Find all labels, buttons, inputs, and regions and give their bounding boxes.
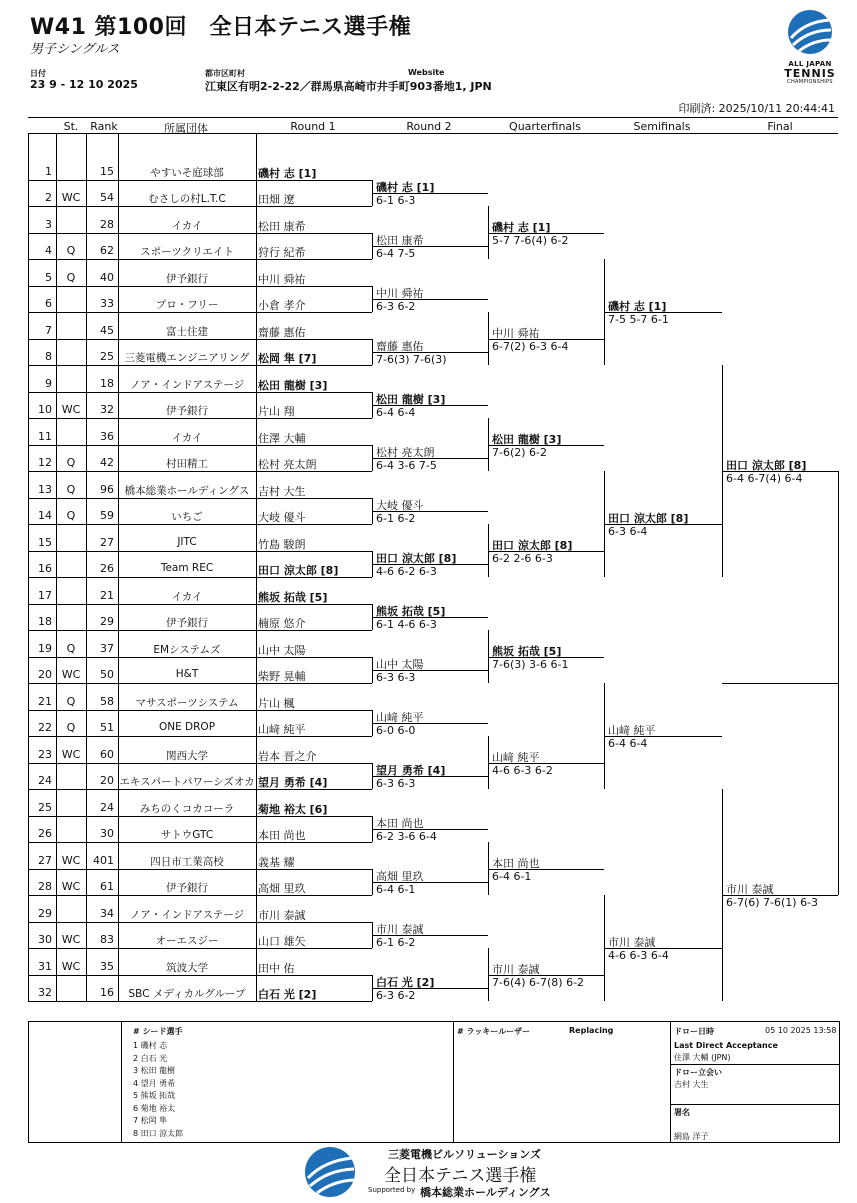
match-score: 5-7 7-6(4) 6-2: [492, 233, 569, 247]
match-winner: 磯村 志 [1]: [608, 300, 667, 313]
draw-position: 8: [45, 350, 52, 363]
witness-value: 吉村 大生: [674, 1080, 709, 1089]
seed-entry: 3 松田 龍樹: [133, 1066, 176, 1075]
col-status: St.: [63, 120, 79, 133]
row-line: [28, 895, 372, 896]
sponsor-supported-by: Supported by: [368, 1186, 416, 1194]
player-organization: 関西大学: [166, 749, 208, 762]
match-score: 6-7(6) 7-6(1) 6-3: [726, 896, 819, 909]
player-name: 松岡 隼 [7]: [258, 352, 317, 365]
row-line: [28, 975, 372, 976]
draw-position: 24: [38, 774, 52, 787]
player-name: 松田 龍樹 [3]: [258, 378, 328, 392]
draw-position: 32: [38, 986, 52, 999]
draw-position: 14: [38, 509, 52, 522]
draw-position: 12: [38, 456, 52, 469]
sponsor-line1: 三菱電機ビルソリューションズ: [388, 1148, 541, 1161]
match-winner: 田口 涼太郎 [8]: [726, 459, 807, 472]
sponsor-logo: [302, 1145, 358, 1203]
match-score: 6-3 6-2: [376, 299, 416, 313]
player-rank: 51: [100, 721, 114, 734]
match-winner: 磯村 志 [1]: [376, 180, 435, 194]
sponsor-line3: 橋本総業ホールディングス: [420, 1186, 551, 1199]
draw-position: 11: [38, 429, 52, 443]
row-line: [28, 736, 372, 737]
champion-line: [722, 683, 838, 684]
player-rank: 21: [100, 588, 114, 602]
draw-date-label: ドロー日時: [674, 1027, 714, 1036]
entry-status: WC: [61, 403, 81, 416]
player-organization: ノア・インドアステージ: [129, 378, 245, 391]
match-score: 7-6(3) 7-6(3): [376, 352, 447, 366]
match-score: 4-6 6-3 6-2: [492, 763, 553, 777]
footer-info-box: [28, 1021, 840, 1143]
player-organization: 富士住建: [166, 325, 208, 338]
match-score: 6-4 6-1: [492, 869, 532, 883]
draw-position: 30: [38, 933, 52, 946]
logo-line3: CHAMPIONSHIPS: [787, 79, 833, 85]
match-score: 6-1 6-2: [376, 935, 416, 949]
match-score: 6-1 6-3: [376, 193, 416, 207]
replacing-header: Replacing: [569, 1026, 614, 1035]
player-name: 市川 泰誠: [258, 908, 306, 922]
match-score: 7-6(2) 6-2: [492, 445, 548, 459]
draw-position: 17: [38, 588, 52, 602]
match-winner: 松田 龍樹 [3]: [376, 392, 446, 406]
match-winner: 本田 尚也: [376, 816, 424, 830]
draw-position: 21: [38, 694, 52, 708]
entry-status: Q: [66, 641, 76, 655]
player-organization: 伊予銀行: [166, 617, 208, 629]
entry-status: WC: [61, 880, 81, 893]
row-line: [28, 630, 372, 631]
table-divider: [256, 133, 257, 1001]
match-winner: 田口 涼太郎 [8]: [376, 551, 457, 565]
player-rank: 401: [93, 853, 114, 867]
row-line: [28, 445, 372, 446]
player-rank: 35: [100, 959, 114, 973]
draw-position: 26: [38, 827, 52, 840]
match-score: 6-4 6-1: [376, 882, 416, 896]
match-score: 6-2 3-6 6-4: [376, 829, 437, 843]
player-rank: 25: [100, 350, 114, 363]
draw-position: 3: [45, 217, 52, 231]
match-score: 6-1 4-6 6-3: [376, 617, 437, 631]
player-organization: イカイ: [171, 590, 203, 603]
seeds-header: # シード選手: [133, 1027, 183, 1036]
row-line: [28, 524, 372, 525]
signature-label: 署名: [674, 1108, 690, 1117]
match-score: 6-7(2) 6-3 6-4: [492, 339, 569, 353]
match-winner: 大岐 優斗: [376, 498, 424, 512]
player-organization: スポーツクリエイト: [140, 246, 234, 258]
player-organization: 橋本総業ホールディングス: [124, 484, 250, 497]
match-score: 6-4 6-7(4) 6-4: [726, 472, 803, 485]
player-name: 山口 雄矢: [258, 935, 306, 948]
player-rank: 61: [100, 880, 114, 893]
col-round1: Round 1: [290, 120, 336, 133]
logo-line2: TENNIS: [784, 67, 836, 80]
row-line: [28, 206, 372, 207]
row-line: [28, 869, 372, 870]
player-organization: 四日市工業高校: [150, 855, 224, 868]
player-name: 竹島 駿朗: [258, 537, 306, 551]
match-winner: 熊坂 拓哉 [5]: [492, 644, 562, 658]
player-organization: やすいそ庭球部: [150, 166, 224, 179]
draw-position: 20: [38, 668, 52, 681]
player-rank: 58: [100, 694, 114, 708]
player-organization: イカイ: [171, 431, 203, 444]
draw-position: 10: [38, 403, 52, 416]
match-score: 6-2 2-6 6-3: [492, 551, 553, 565]
match-score: 6-1 6-2: [376, 511, 416, 525]
draw-position: 7: [45, 323, 52, 337]
lucky-loser-header: # ラッキールーザー: [457, 1027, 531, 1036]
player-organization: Team REC: [160, 562, 214, 574]
player-name: 中川 舜祐: [258, 272, 306, 286]
witness-label: ドロー立会い: [674, 1068, 722, 1077]
player-organization: サトウGTC: [160, 829, 214, 841]
player-name: 大岐 優斗: [258, 511, 306, 524]
player-rank: 36: [100, 429, 114, 443]
player-organization: 三菱電機エンジニアリング: [124, 352, 250, 364]
row-line: [28, 180, 372, 181]
entry-status: Q: [66, 482, 76, 496]
player-organization: 伊予銀行: [166, 272, 208, 285]
match-winner: 山﨑 純平: [492, 750, 540, 764]
row-line: [28, 365, 372, 366]
match-winner: 市川 泰誠: [726, 883, 774, 896]
player-organization: むさしの村L.T.C: [148, 193, 226, 205]
player-name: 熊坂 拓哉 [5]: [258, 590, 328, 604]
match-winner: 中川 舜祐: [376, 286, 424, 300]
entry-status: WC: [61, 959, 81, 973]
player-name: 岩本 晋之介: [258, 749, 317, 763]
player-name: 望月 勇希 [4]: [258, 776, 328, 789]
player-organization: EMシステムズ: [153, 643, 221, 656]
player-organization: SBC メディカルグループ: [128, 988, 246, 1000]
entry-status: Q: [66, 456, 76, 469]
sponsor-line2: 全日本テニス選手権: [384, 1166, 537, 1186]
match-winner: 田口 涼太郎 [8]: [608, 512, 689, 525]
player-name: 山﨑 純平: [258, 723, 306, 736]
player-rank: 62: [100, 244, 114, 257]
draw-position: 9: [45, 376, 52, 390]
tennis-ball-logo-icon: [785, 8, 835, 56]
entry-status: WC: [61, 668, 81, 681]
match-score: 7-6(3) 3-6 6-1: [492, 657, 569, 671]
logo-line1: ALL JAPAN: [788, 60, 832, 68]
draw-position: 22: [38, 721, 52, 734]
location-label: 都市区町村: [205, 69, 245, 78]
match-winner: 熊坂 拓哉 [5]: [376, 604, 446, 618]
player-name: 片山 楓: [258, 696, 295, 710]
draw-position: 4: [45, 244, 52, 257]
match-winner: 中川 舜祐: [492, 326, 540, 340]
seed-entry: 6 菊地 裕太: [133, 1103, 176, 1113]
match-winner: 市川 泰誠: [376, 922, 424, 936]
draw-position: 27: [38, 853, 52, 867]
player-name: 磯村 志 [1]: [258, 166, 317, 180]
player-rank: 32: [100, 403, 114, 416]
player-organization: 筑波大学: [166, 961, 208, 974]
player-organization: プロ・フリー: [155, 299, 219, 311]
match-winner: 市川 泰誠: [608, 936, 656, 949]
match-winner: 田口 涼太郎 [8]: [492, 538, 573, 552]
col-quarterfinals: Quarterfinals: [509, 120, 581, 133]
player-name: 吉村 大生: [258, 484, 306, 498]
draw-position: 31: [38, 959, 52, 973]
page-title: W41 第100回 全日本テニス選手権: [30, 15, 412, 40]
draw-position: 28: [38, 880, 52, 893]
row-line: [28, 259, 372, 260]
draw-position: 23: [38, 747, 52, 761]
player-name: 本田 尚也: [258, 829, 306, 842]
match-winner: 松田 康希: [376, 233, 424, 247]
player-rank: 24: [100, 800, 114, 814]
player-rank: 83: [100, 933, 114, 946]
match-score: 7-5 5-7 6-1: [608, 313, 669, 326]
match-winner: 山﨑 純平: [608, 724, 656, 737]
row-line: [28, 948, 372, 949]
match-winner: 白石 光 [2]: [376, 975, 435, 989]
tournament-logo: [780, 8, 840, 85]
lda-value: 住澤 大輔 (JPN): [674, 1053, 731, 1062]
row-line: [28, 763, 372, 764]
draw-position: 16: [38, 562, 52, 575]
player-organization: マサスポーツシステム: [135, 696, 239, 709]
player-rank: 27: [100, 535, 114, 549]
draw-position: 13: [38, 482, 52, 496]
player-name: 田中 佑: [258, 961, 295, 975]
location-value: 江東区有明2-2-22／群馬県高崎市井手町903番地1, JPN: [205, 80, 492, 93]
player-rank: 28: [100, 217, 114, 231]
match-winner: 齋藤 惠佑: [376, 339, 424, 353]
event-subtitle: 男子シングルス: [30, 42, 120, 57]
player-name: 片山 翔: [258, 405, 295, 418]
player-name: 松村 亮太朗: [258, 458, 317, 471]
player-rank: 54: [100, 191, 114, 204]
entry-status: WC: [61, 191, 81, 204]
match-score: 6-4 3-6 7-5: [376, 458, 437, 472]
print-timestamp: 印刷済: 2025/10/11 20:44:41: [678, 102, 835, 115]
player-name: 楠原 悠介: [258, 617, 306, 630]
draw-date-value: 05 10 2025 13:58: [765, 1026, 837, 1035]
player-rank: 30: [100, 827, 114, 840]
draw-position: 5: [45, 270, 52, 284]
match-winner: 松田 龍樹 [3]: [492, 432, 562, 446]
match-score: 6-4 6-4: [608, 737, 648, 750]
player-organization: JITC: [177, 535, 197, 548]
player-name: 山中 太陽: [258, 643, 306, 657]
match-score: 6-4 7-5: [376, 246, 416, 260]
draw-position: 29: [38, 906, 52, 920]
player-rank: 59: [100, 509, 114, 522]
player-organization: H&T: [175, 668, 199, 680]
player-organization: ONE DROP: [158, 721, 216, 733]
player-rank: 16: [100, 986, 114, 999]
col-rank: Rank: [90, 120, 118, 133]
draw-position: 18: [38, 615, 52, 628]
match-score: 4-6 6-3 6-4: [608, 949, 669, 962]
entry-status: WC: [61, 747, 81, 761]
player-rank: 37: [100, 641, 114, 655]
row-line: [28, 498, 372, 499]
player-name: 菊地 裕太 [6]: [258, 802, 328, 816]
seed-entry: 2 白石 光: [133, 1053, 168, 1063]
draw-position: 19: [38, 641, 52, 655]
player-name: 住澤 大輔: [258, 431, 306, 445]
match-score: 4-6 6-2 6-3: [376, 564, 437, 578]
entry-status: Q: [66, 244, 76, 257]
player-organization: いちご: [171, 511, 203, 523]
lda-label: Last Direct Acceptance: [674, 1041, 778, 1050]
row-line: [28, 922, 372, 923]
seed-entry: 5 熊坂 拓哉: [133, 1091, 176, 1100]
seed-entry: 7 松岡 隼: [133, 1116, 168, 1125]
match-winner: 望月 勇希 [4]: [376, 763, 446, 777]
match-winner: 本田 尚也: [492, 856, 540, 870]
draw-position: 2: [45, 191, 52, 204]
player-name: 高畑 里玖: [258, 882, 306, 895]
seed-entry: 4 望月 勇希: [133, 1078, 176, 1088]
player-organization: イカイ: [171, 219, 203, 232]
player-organization: 伊予銀行: [166, 882, 208, 894]
player-rank: 50: [100, 668, 114, 681]
match-winner: 高畑 里玖: [376, 869, 424, 883]
entry-status: WC: [61, 933, 81, 946]
row-line: [28, 233, 372, 234]
player-organization: 伊予銀行: [166, 405, 208, 417]
player-name: 狩行 紀希: [258, 246, 306, 259]
row-line: [28, 312, 372, 313]
player-organization: ノア・インドアステージ: [129, 908, 245, 921]
col-semifinals: Semifinals: [633, 120, 691, 133]
match-winner: 山﨑 純平: [376, 710, 424, 724]
player-organization: エキスパートパワーシズオカ: [119, 776, 255, 788]
row-line: [28, 1001, 372, 1002]
row-line: [28, 842, 372, 843]
match-score: 6-3 6-2: [376, 988, 416, 1002]
entry-status: Q: [66, 694, 76, 708]
player-name: 田畑 遼: [258, 193, 295, 206]
row-line: [28, 683, 372, 684]
row-line: [28, 551, 372, 552]
match-winner: 山中 太陽: [376, 657, 424, 671]
date-label: 日付: [30, 69, 46, 78]
signature-value: 網島 洋子: [674, 1132, 709, 1141]
match-score: 6-0 6-0: [376, 723, 416, 737]
player-rank: 29: [100, 615, 114, 628]
player-organization: みちのくコカコーラ: [139, 802, 235, 815]
player-rank: 18: [100, 376, 114, 390]
col-round2: Round 2: [406, 120, 452, 133]
match-winner: 磯村 志 [1]: [492, 220, 551, 234]
player-name: 松田 康希: [258, 219, 306, 233]
draw-position: 6: [45, 297, 52, 310]
entry-status: Q: [66, 270, 76, 284]
match-winner: 松村 亮太朗: [376, 445, 435, 459]
player-rank: 96: [100, 482, 114, 496]
row-line: [28, 418, 372, 419]
player-rank: 60: [100, 747, 114, 761]
player-name: 義基 耀: [258, 855, 295, 869]
website-label: Website: [408, 68, 445, 77]
player-organization: 村田精工: [166, 458, 208, 470]
match-score: 6-4 6-4: [376, 405, 416, 419]
match-score: 6-3 6-3: [376, 670, 416, 684]
player-rank: 20: [100, 774, 114, 787]
tennis-ball-sponsor-icon: [302, 1145, 358, 1199]
table-divider: [28, 133, 29, 1001]
entry-status: Q: [66, 721, 76, 734]
row-line: [28, 657, 372, 658]
table-divider: [56, 133, 57, 1001]
player-rank: 40: [100, 270, 114, 284]
draw-position: 25: [38, 800, 52, 814]
row-line: [28, 286, 372, 287]
final-connector: [838, 471, 839, 895]
draw-position: 1: [45, 164, 52, 178]
match-score: 7-6(4) 6-7(8) 6-2: [492, 975, 585, 989]
player-rank: 33: [100, 297, 114, 310]
row-line: [28, 471, 372, 472]
player-name: 白石 光 [2]: [258, 988, 317, 1001]
col-organization: 所属団体: [164, 122, 208, 135]
player-rank: 45: [100, 323, 114, 337]
match-score: 6-3 6-3: [376, 776, 416, 790]
entry-status: Q: [66, 509, 76, 522]
match-winner: 市川 泰誠: [492, 962, 540, 976]
col-final: Final: [767, 120, 793, 133]
entry-status: WC: [61, 853, 81, 867]
match-score: 6-3 6-4: [608, 525, 648, 538]
seed-entry: 8 田口 涼太郎: [133, 1128, 184, 1138]
player-name: 柴野 晃輔: [258, 670, 306, 683]
player-organization: オーエスジー: [155, 935, 219, 947]
player-rank: 42: [100, 456, 114, 469]
date-value: 23 9 - 12 10 2025: [30, 78, 138, 91]
row-line: [28, 339, 372, 340]
seed-entry: 1 磯村 志: [133, 1041, 168, 1050]
player-name: 齋藤 惠佑: [258, 325, 306, 339]
player-rank: 15: [100, 164, 114, 178]
player-rank: 34: [100, 906, 114, 920]
draw-position: 15: [38, 535, 52, 549]
player-name: 小倉 孝介: [258, 299, 306, 312]
player-rank: 26: [100, 562, 114, 575]
row-line: [28, 710, 372, 711]
player-name: 田口 涼太郎 [8]: [258, 564, 339, 577]
